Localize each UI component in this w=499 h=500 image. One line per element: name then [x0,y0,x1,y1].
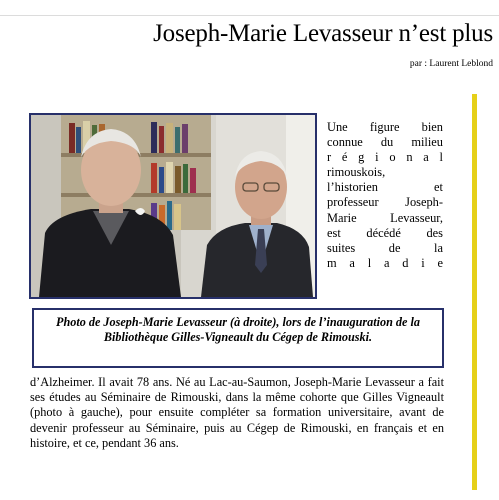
intro-line: Marie Levasseur, [327,210,443,225]
top-divider [0,15,499,16]
article-title: Joseph-Marie Levasseur n’est plus [153,20,493,47]
intro-line: connue du milieu [327,135,443,150]
intro-line: m a l a d i e [327,255,443,270]
article-byline: par : Laurent Leblond [409,59,493,69]
photo-illustration [31,115,315,297]
article-body: d’Alzheimer. Il avait 78 ans. Né au Lac-au-Saumon, Joseph-Marie Levasseur a fait ses études au Séminaire de Rimouski, dans la même cohorte que Gilles Vigneault (photo à gauche), pour ensuite compléter sa formation universitaire, avant de devenir professeur au Séminaire, puis au Cégep de Rimouski, en français et en histoire, et ce, pendant 36 ans. [30,375,444,450]
intro-text [327,120,443,271]
intro-line: suites de la [327,240,443,255]
accent-bar [472,94,477,490]
intro-line: rimouskois, [327,165,386,180]
photo-caption: Photo de Joseph-Marie Levasseur (à droite), lors de l’inauguration de la Bibliothèque Gilles-Vigneault du Cégep de Rimouski. [32,308,444,368]
intro-line: Une figure bien [327,120,443,134]
intro-line: r é g i o n a l [327,150,443,165]
intro-line: est décédé des [327,225,443,240]
intro-line: l’historien et [327,180,443,195]
article-photo [29,113,317,299]
intro-line: professeur Joseph- [327,195,443,210]
